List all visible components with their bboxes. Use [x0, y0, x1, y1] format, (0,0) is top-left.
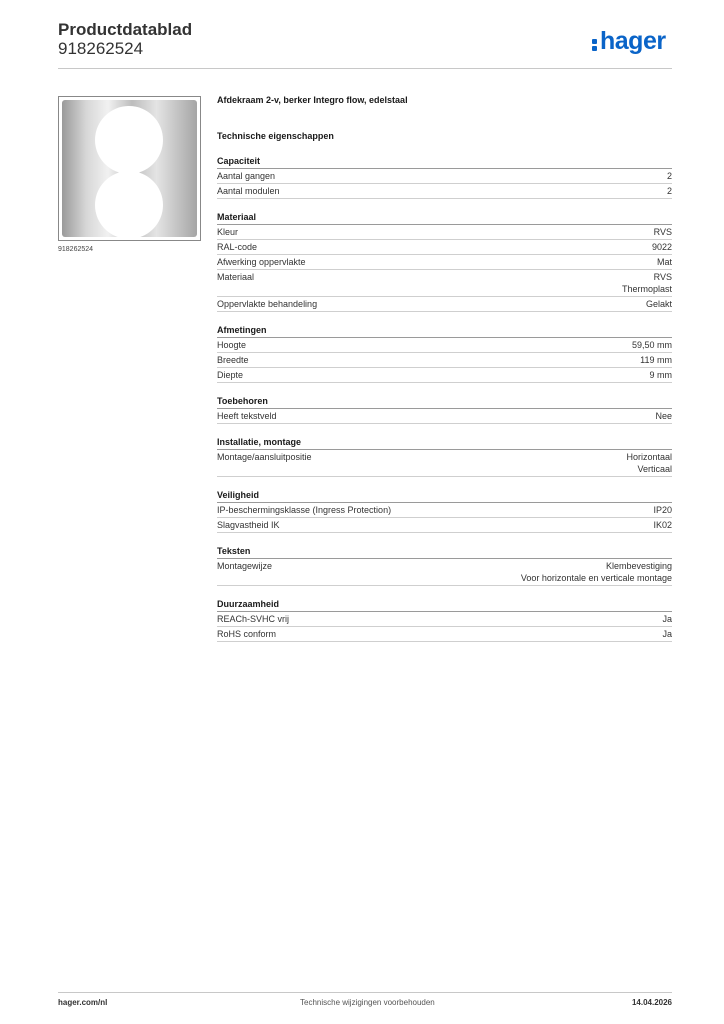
- spec-label: Oppervlakte behandeling: [217, 299, 318, 309]
- spec-value: Horizontaal Verticaal: [626, 452, 672, 474]
- spec-row: [217, 240, 672, 255]
- section-title: Toebehoren: [217, 395, 672, 409]
- spec-section: [217, 324, 672, 383]
- spec-row: [217, 559, 672, 586]
- spec-row: [217, 409, 672, 424]
- spec-row: [217, 297, 672, 312]
- spec-value: RVS: [653, 227, 672, 237]
- product-image: [58, 96, 201, 241]
- page-title: Productdatablad: [58, 20, 193, 39]
- spec-value: IK02: [653, 520, 672, 530]
- frame-opening-top: [95, 106, 163, 174]
- spec-value: 2: [666, 171, 672, 181]
- spec-value: 59,50 mm: [631, 340, 672, 350]
- spec-section: [217, 545, 672, 586]
- spec-label: Kleur: [217, 227, 239, 237]
- spec-value: 119 mm: [640, 355, 672, 365]
- image-caption: 918262524: [58, 246, 94, 253]
- spec-row: [217, 612, 672, 627]
- cover-frame-image: [62, 100, 197, 237]
- section-title: Teksten: [217, 545, 672, 559]
- section-title: Capaciteit: [217, 155, 672, 169]
- spec-label: Montagewijze: [217, 561, 273, 571]
- spec-row: [217, 353, 672, 368]
- footer-website[interactable]: hager.com/nl: [58, 998, 108, 1007]
- spec-label: IP-beschermingsklasse (Ingress Protection): [217, 505, 392, 515]
- spec-label: Afwerking oppervlakte: [217, 257, 306, 267]
- spec-row: [217, 225, 672, 240]
- spec-value: Mat: [656, 257, 672, 267]
- spec-label: Hoogte: [217, 340, 247, 350]
- spec-row: [217, 368, 672, 383]
- spec-value: 9 mm: [649, 370, 672, 380]
- spec-value: Gelakt: [645, 299, 672, 309]
- spec-value: Ja: [662, 629, 672, 639]
- spec-label: Montage/aansluitpositie: [217, 452, 312, 462]
- spec-row: [217, 503, 672, 518]
- spec-label: Breedte: [217, 355, 249, 365]
- spec-row: [217, 270, 672, 297]
- spec-label: RAL-code: [217, 242, 258, 252]
- footer-date: 14.04.2026: [631, 998, 672, 1007]
- spec-section: [217, 436, 672, 477]
- footer-disclaimer: Technische wijzigingen voorbehouden: [300, 998, 435, 1007]
- spec-label: REACh-SVHC vrij: [217, 614, 290, 624]
- spec-value: 9022: [651, 242, 672, 252]
- section-title: Duurzaamheid: [217, 598, 672, 612]
- spec-row: [217, 169, 672, 184]
- spec-value: Klembevestiging Voor horizontale en verticale montage: [520, 561, 672, 583]
- spec-label: Diepte: [217, 370, 244, 380]
- spec-label: Heeft tekstveld: [217, 411, 277, 421]
- spec-label: Materiaal: [217, 272, 255, 282]
- product-number: 918262524: [58, 39, 144, 58]
- spec-row: [217, 450, 672, 477]
- section-title: Veiligheid: [217, 489, 672, 503]
- spec-section: [217, 395, 672, 424]
- spec-label: Aantal modulen: [217, 186, 280, 196]
- spec-value: IP20: [653, 505, 672, 515]
- logo-dots-icon: [592, 33, 597, 51]
- tech-heading: Technische eigenschappen: [217, 131, 334, 141]
- section-title: Materiaal: [217, 211, 672, 225]
- spec-value: Ja: [662, 614, 672, 624]
- product-name: Afdekraam 2-v, berker Integro flow, edelstaal: [217, 95, 408, 105]
- header-divider: [58, 68, 672, 69]
- footer-divider: [58, 992, 672, 993]
- spec-row: [217, 338, 672, 353]
- spec-label: RoHS conform: [217, 629, 277, 639]
- spec-section: [217, 598, 672, 642]
- spec-row: [217, 255, 672, 270]
- spec-section: [217, 155, 672, 199]
- spec-sections: [217, 155, 672, 642]
- spec-row: [217, 627, 672, 642]
- spec-value: 2: [666, 186, 672, 196]
- spec-section: [217, 489, 672, 533]
- section-title: Afmetingen: [217, 324, 672, 338]
- spec-content: [217, 94, 672, 642]
- frame-opening-bottom: [95, 171, 163, 239]
- hager-logo: [592, 27, 666, 55]
- spec-label: Slagvastheid IK: [217, 520, 280, 530]
- logo-text: hager: [600, 27, 666, 55]
- spec-value: RVS Thermoplast: [621, 272, 672, 294]
- section-title: Installatie, montage: [217, 436, 672, 450]
- spec-section: [217, 211, 672, 312]
- spec-row: [217, 184, 672, 199]
- spec-row: [217, 518, 672, 533]
- spec-value: Nee: [655, 411, 672, 421]
- spec-label: Aantal gangen: [217, 171, 276, 181]
